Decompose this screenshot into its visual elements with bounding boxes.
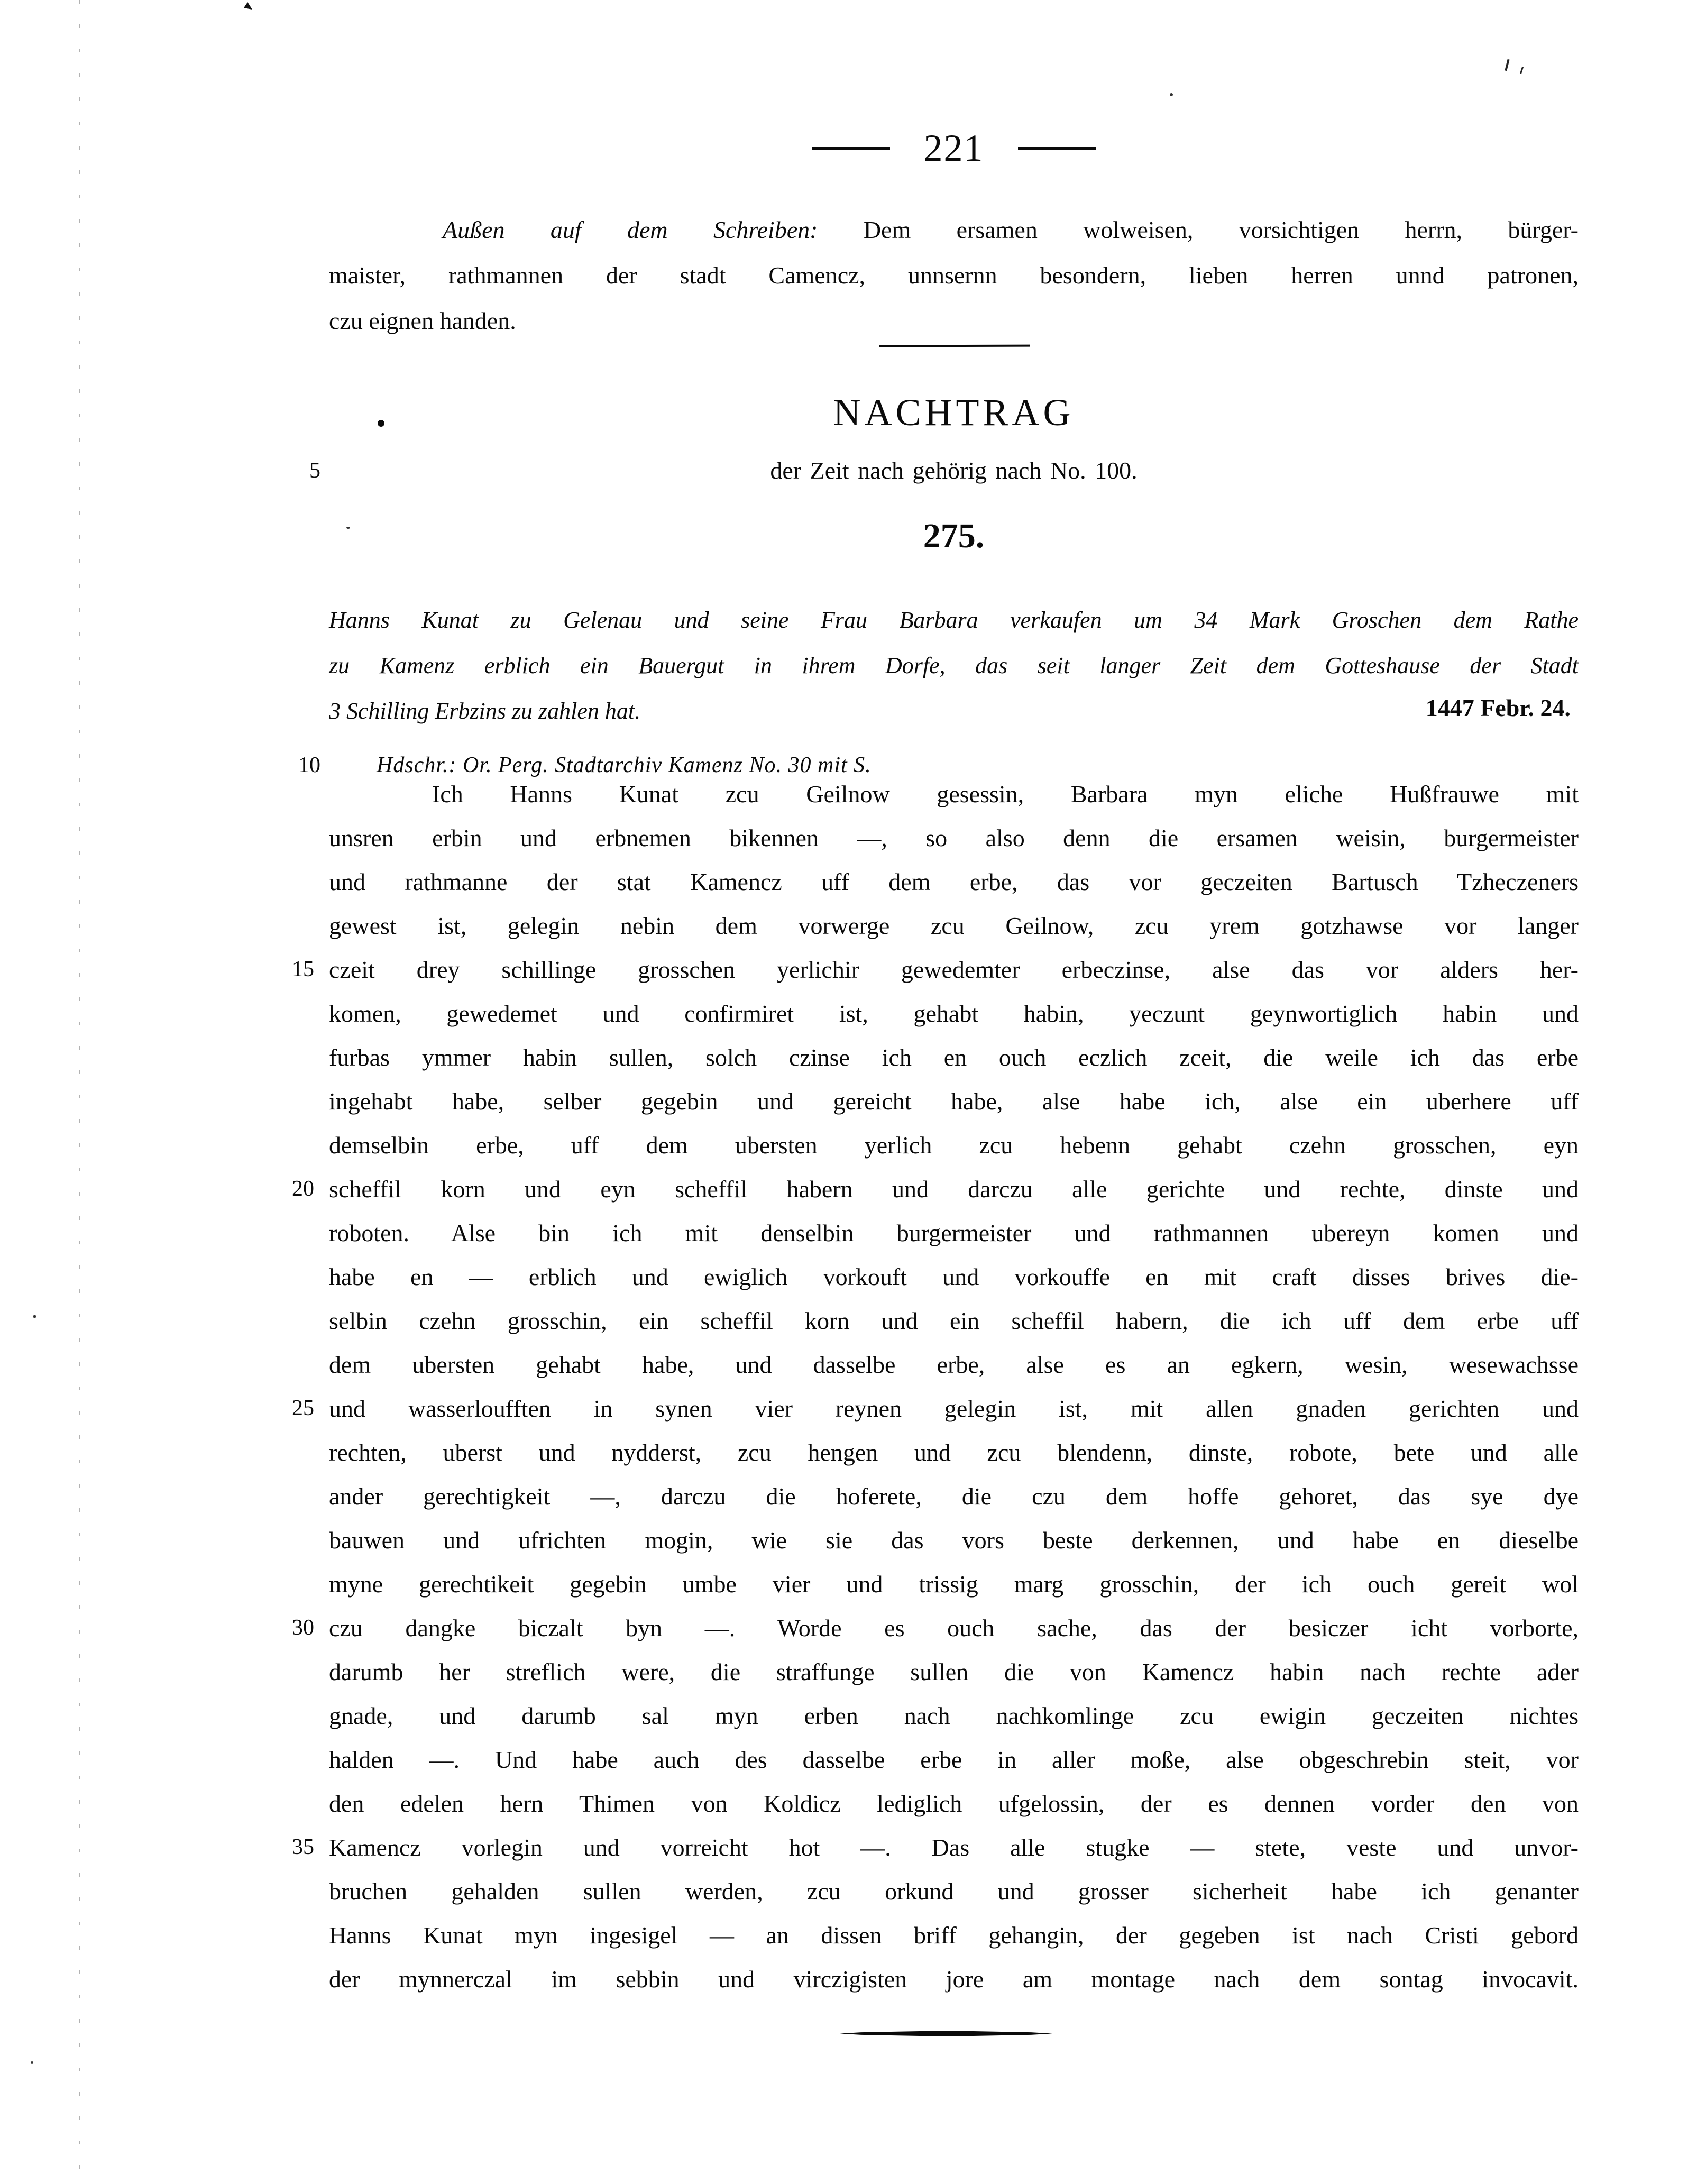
regest-line — [329, 689, 1579, 734]
margin-line-number: 25 — [292, 1396, 314, 1420]
scan-artifact — [1520, 67, 1524, 74]
scan-artifact — [1170, 93, 1173, 96]
body-line-text: darumb her streflich were, die straffunge sullen die von Kamencz habin nach rechte ader — [329, 1658, 1579, 1685]
body-line — [329, 1869, 1579, 1913]
body-line — [329, 1913, 1579, 1957]
body-line — [329, 904, 1579, 948]
body-line — [329, 1562, 1579, 1606]
address-lead-italic: Außen auf dem Schreiben: — [443, 216, 818, 243]
body-line-text: scheffil korn und eyn scheffil habern und darczu alle gerichte und rechte, dinste und — [329, 1176, 1579, 1203]
body-line — [329, 1694, 1579, 1738]
address-line: maister, rathmannen der stadt Camencz, unnsernn besondern, lieben herren unnd patronen, — [329, 262, 1579, 289]
regest-line: zu Kamenz erblich ein Bauergut in ihrem Dorfe, das seit langer Zeit dem Gotteshause der Stadt — [329, 653, 1579, 678]
body-line-text: rechten, uberst und nydderst, zcu hengen und zcu blendenn, dinste, robote, bete und alle — [329, 1439, 1579, 1466]
margin-line-number: 30 — [292, 1616, 314, 1640]
body-line-text: czeit drey schillinge grosschen yerlichir gewedemter erbeczinse, alse das vor alders her- — [329, 956, 1579, 983]
body-line — [329, 1123, 1579, 1167]
body-line-text: Hanns Kunat myn ingesigel — an dissen briff gehangin, der gegeben ist nach Cristi gebord — [329, 1922, 1579, 1949]
body-line-text: Ich Hanns Kunat zcu Geilnow gesessin, Barbara myn eliche Hußfrauwe mit — [432, 781, 1579, 807]
charter-date: 1447 Febr. 24. — [1425, 694, 1571, 721]
margin-line-number: 10 — [298, 753, 320, 777]
body-line — [329, 816, 1579, 860]
body-line — [292, 1387, 1579, 1430]
body-line-text: Kamencz vorlegin und vorreicht hot —. Das alle stugke — stete, veste und unvor- — [329, 1834, 1579, 1861]
margin-line-number: 15 — [292, 957, 314, 981]
body-line — [329, 772, 1579, 816]
charter-number: 275. — [923, 517, 985, 555]
body-line-text: roboten. Alse bin ich mit denselbin burgermeister und rathmannen ubereyn komen und — [329, 1219, 1579, 1246]
body-line — [292, 1167, 1579, 1211]
nachtrag-subtitle-row — [309, 454, 1579, 488]
body-line — [329, 1430, 1579, 1474]
scan-artifact — [244, 2, 252, 10]
body-line-text: und rathmanne der stat Kamencz uff dem erbe, das vor geczeiten Bartusch Tzheczeners — [329, 868, 1579, 895]
body-line-text: czu dangke biczalt byn —. Worde es ouch sache, das der besiczer icht vorborte, — [329, 1614, 1579, 1641]
body-line-text: den edelen hern Thimen von Koldicz lediglich ufgelossin, der es dennen vorder den von — [329, 1790, 1579, 1817]
body-line — [329, 1343, 1579, 1387]
body-line — [329, 1474, 1579, 1518]
margin-line-number: 35 — [292, 1835, 314, 1859]
nachtrag-title: NACHTRAG — [833, 391, 1075, 434]
body-line — [329, 1079, 1579, 1123]
body-line — [329, 1650, 1579, 1694]
body-line — [329, 1211, 1579, 1255]
page-number: 221 — [923, 127, 984, 169]
section-divider-rule — [879, 345, 1030, 347]
margin-line-number: 20 — [292, 1177, 314, 1201]
body-line-text: bauwen und ufrichten mogin, wie sie das vors beste derkennen, und habe en dieselbe — [329, 1527, 1579, 1554]
scan-artifact — [33, 1315, 36, 1318]
body-line — [329, 860, 1579, 904]
body-line-text: myne gerechtikeit gegebin umbe vier und trissig marg grosschin, der ich ouch gereit wol — [329, 1571, 1579, 1598]
body-line-text: ingehabt habe, selber gegebin und gereicht habe, alse habe ich, alse ein uberhere uff — [329, 1088, 1579, 1115]
regest-line-text: 3 Schilling Erbzins zu zahlen hat. — [329, 698, 641, 724]
body-line — [329, 1299, 1579, 1343]
body-line — [329, 1518, 1579, 1562]
nachtrag-subtitle: der Zeit nach gehörig nach No. 100. — [770, 457, 1138, 484]
address-line: czu eignen handen. — [329, 307, 516, 334]
body-line — [292, 1825, 1579, 1869]
body-line — [292, 948, 1579, 992]
regest-summary — [329, 598, 1579, 734]
source-note: Hdschr.: Or. Perg. Stadtarchiv Kamenz No. 30 mit S. — [377, 753, 872, 777]
address-line — [329, 207, 1579, 253]
scan-artifact — [1505, 59, 1509, 71]
body-line-text: dem ubersten gehabt habe, und dasselbe erbe, alse es an egkern, wesin, wesewachsse — [329, 1351, 1579, 1378]
body-line — [329, 992, 1579, 1035]
tailpiece-rule — [840, 2031, 1052, 2036]
body-line-text: bruchen gehalden sullen werden, zcu orkund und grosser sicherheit habe ich genanter — [329, 1878, 1579, 1905]
body-line-text: komen, gewedemet und confirmiret ist, gehabt habin, yeczunt geynwortiglich habin und — [329, 1000, 1579, 1027]
body-line — [292, 1606, 1579, 1650]
body-line-text: halden —. Und habe auch des dasselbe erbe in aller moße, alse obgeschrebin steit, vor — [329, 1746, 1579, 1773]
body-line-text: ander gerechtigkeit —, darczu die hoferete, die czu dem hoffe gehoret, das sye dye — [329, 1483, 1579, 1510]
body-line — [329, 1738, 1579, 1782]
body-line-text: furbas ymmer habin sullen, solch czinse ich en ouch eczlich zceit, die weile ich das erbe — [329, 1044, 1579, 1071]
header-dash-right — [1018, 147, 1096, 150]
body-line — [329, 1782, 1579, 1825]
body-line — [329, 1255, 1579, 1299]
body-line — [329, 1035, 1579, 1079]
body-line-text: der mynnerczal im sebbin und virczigisten jore am montage nach dem sontag invocavit. — [329, 1966, 1579, 1993]
margin-line-number: 5 — [309, 458, 320, 483]
address-note — [329, 207, 1579, 344]
body-line-text: demselbin erbe, uff dem ubersten yerlich zcu hebenn gehabt czehn grosschen, eyn — [329, 1132, 1579, 1159]
regest-line: Hanns Kunat zu Gelenau und seine Frau Barbara verkaufen um 34 Mark Groschen dem Rathe — [329, 607, 1579, 633]
body-line-text: habe en — erblich und ewiglich vorkouft und vorkouffe en mit craft disses brives die- — [329, 1263, 1579, 1290]
charter-body — [292, 772, 1579, 2001]
body-line-text: gewest ist, gelegin nebin dem vorwerge zcu Geilnow, zcu yrem gotzhawse vor langer — [329, 912, 1579, 939]
address-line-text: Dem ersamen wolweisen, vorsichtigen herrn, bürger- — [818, 216, 1579, 243]
page-header — [329, 129, 1579, 167]
body-line — [329, 1957, 1579, 2001]
header-dash-left — [812, 147, 890, 150]
body-line-text: unsren erbin und erbnemen bikennen —, so also denn die ersamen weisin, burgermeister — [329, 824, 1579, 851]
scan-artifact — [31, 2061, 33, 2064]
body-line-text: gnade, und darumb sal myn erben nach nachkomlinge zcu ewigin geczeiten nichtes — [329, 1702, 1579, 1729]
page-edge-artifact — [79, 0, 80, 2184]
body-line-text: und wasserloufften in synen vier reynen gelegin ist, mit allen gnaden gerichten und — [329, 1395, 1579, 1422]
body-line-text: selbin czehn grosschin, ein scheffil korn und ein scheffil habern, die ich uff dem erbe uff — [329, 1307, 1579, 1334]
